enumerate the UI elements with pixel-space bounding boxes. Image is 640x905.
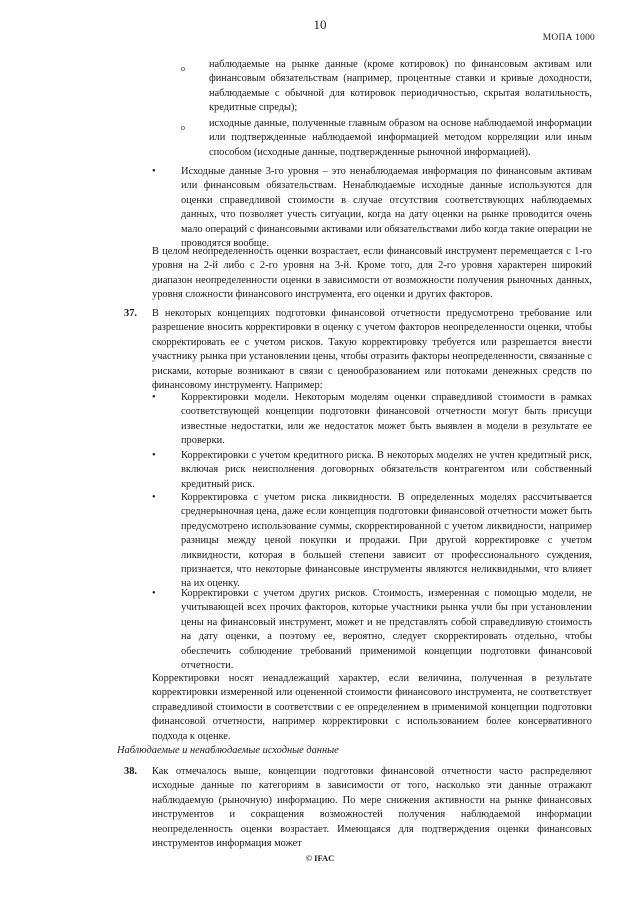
sub-bullet-text: исходные данные, полученные главным образом на основе наблюдаемой информации или подтвержденные наблюдаемой информацией методом корреляции или иным способом (исходные данные, подтвержденные рыночной информацией).	[209, 118, 592, 158]
paragraph-37-text: В некоторых концепциях подготовки финансовой отчетности предусмотрено требование или разрешение вносить корректировки в оценку с учетом факторов неопределенности оценки, чтобы скорректировать ее с учетом рисков. Такую корректировку требуется или разрешается внести участнику рынка при установлении цены, чтобы отразить факторы неопределенности, связанные с рисками, которые возникают в связи с ценообразованием или потоками денежных средств по финансовому инструменту. Например:	[152, 308, 592, 392]
bullet-marker: •	[152, 492, 156, 503]
copyright-footer: © IFAC	[305, 853, 335, 863]
bullet-marker: •	[152, 166, 156, 177]
bullet-marker: •	[152, 450, 156, 461]
other-risks-bullet: Корректировки с учетом других рисков. Стоимость, измеренная с помощью модели, не учитывающей всех прочих факторов, которые участники рынка учли бы при установлении цены на финансовый инструмент, может и не представлять собой справедливую стоимость на дату оценки, а поэтому ее, вероятно, следует скорректировать отдельно, чтобы обеспечить соблюдение требований применимой концепции подготовки финансовой отчетности.	[181, 588, 592, 672]
sub-bullet-text: наблюдаемые на рынке данные (кроме котировок) по финансовым активам или финансовым обязательствам (например, процентные ставки и кривые доходности, наблюдаемые с обычной для котировок периодичностью, скрытая волатильность, кредитные спреды);	[209, 59, 592, 114]
adjustments-closing-paragraph: Корректировки носят ненадлежащий характер, если величина, полученная в результате корректировки измеренной или оцененной стоимости финансового инструмента, не соответствует справедливой стоимости в соответствии с ее определением в применимой концепции подготовки финансовой отчетности, например корректировки с использованием более консервативного подхода к оценке.	[152, 673, 592, 742]
sub-bullet-marker: o	[181, 64, 185, 73]
level3-bullet-text: Исходные данные 3-го уровня – это ненаблюдаемая информация по финансовым активам или финансовым обязательствам. Ненаблюдаемые исходные данные используются для оценки справедливой стоимости в случае отсутствия соответствующих наблюдаемых данных, что позволяет учесть ситуации, когда на дату оценки на рынке проводится очень мало операций с финансовыми активами или обязательствами либо когда такие операции не проводятся вообще.	[181, 166, 592, 250]
document-code: МОПА 1000	[542, 33, 595, 43]
liquidity-risk-bullet: Корректировка с учетом риска ликвидности. В определенных моделях рассчитывается среднерыночная цена, даже если концепция подготовки финансовой отчетности может быть предусмотрено использование суммы, скорректированной с учетом ликвидности, например разницы между ценой покупки и продажи. При другой корректировке с учетом ликвидности, которая в большей степени зависит от профессионального суждения, признается, что некоторые финансовые инструменты являются неликвидными, что влияет на их оценку.	[181, 492, 592, 590]
bullet-marker: •	[152, 392, 156, 403]
paragraph-number: 37.	[124, 308, 137, 319]
model-adjustments-bullet: Корректировки модели. Некоторым моделям оценки справедливой стоимости в рамках соответствующей концепции подготовки финансовой отчетности могут быть присущи известные недостатки, или же недостаток может быть выявлен в модели в результате ее проверки.	[181, 392, 592, 447]
uncertainty-paragraph: В целом неопределенность оценки возрастает, если финансовый инструмент перемещается с 1-го уровня на 2-й либо с 2-го уровня на 3-й. Кроме того, для 2-го уровня характерен широкий диапазон неопределенности оценки в зависимости от возможности получения рыночных данных, уровня сложности финансового инструмента, его оценки и других факторов.	[152, 246, 592, 301]
credit-risk-bullet: Корректировки с учетом кредитного риска. В некоторых моделях не учтен кредитный риск, включая риск неисполнения договорных обязательств контрагентом или собственный кредитный риск.	[181, 450, 592, 490]
bullet-marker: •	[152, 588, 156, 599]
section-heading: Наблюдаемые и ненаблюдаемые исходные данные	[117, 745, 339, 756]
page-number: 10	[313, 17, 327, 32]
paragraph-38-text: Как отмечалось выше, концепции подготовки финансовой отчетности часто распределяют исходные данные по категориям в зависимости от того, насколько эти данные отражают наблюдаемую (рыночную) информацию. По мере снижения активности на рынке финансовых инструментов и сокращения возможностей получения наблюдаемой информации неопределенность оценки возрастает. Имеющаяся для подтверждения оценки финансовых инструментов информация может	[152, 766, 592, 850]
sub-bullet-marker: o	[181, 123, 185, 132]
paragraph-number: 38.	[124, 766, 137, 777]
